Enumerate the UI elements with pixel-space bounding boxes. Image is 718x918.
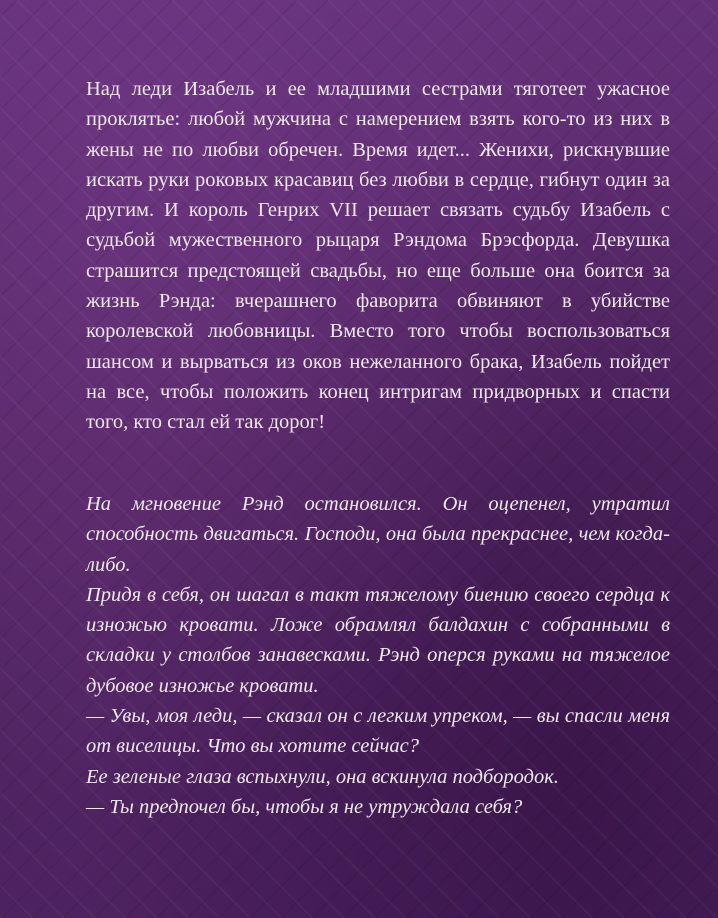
excerpt-paragraph: — Ты предпочел бы, чтобы я не утруждала себя?	[86, 795, 523, 818]
book-excerpt	[86, 489, 670, 822]
excerpt-paragraph: На мгновение Рэнд остановился. Он оцепенел, утратил способность двигаться. Господи, она была прекраснее, чем когда-либо.	[86, 493, 670, 576]
book-synopsis: Над леди Изабель и ее младшими сестрами тяготеет ужасное проклятье: любой мужчина с намерением взять кого-то из них в жены не по любви обречен. Время идет... Женихи, рискнувшие искать руки роковых красавиц без любви в сердце, гибнут один за другим. И король Генрих VII решает связать судьбу Изабель с судьбой мужественного рыцаря Рэндома Брэсфорда. Девушка страшится предстоящей свадьбы, но еще больше она боится за жизнь Рэнда: вчерашнего фаворита обвиняют в убийстве королевской любовницы. Вместо того чтобы воспользоваться шансом и вырваться из оков нежеланного брака, Изабель пойдет на все, чтобы положить конец интригам придворных и спасти того, кто стал ей так дорог!	[86, 78, 670, 434]
excerpt-paragraph: — Увы, моя леди, — сказал он с легким упреком, — вы спасли меня от виселицы. Что вы хотите сейчас?	[86, 705, 670, 758]
excerpt-paragraph: Придя в себя, он шагал в такт тяжелому биению своего сердца к изножью кровати. Ложе обрамлял балдахин с собранными в складки у столбов занавесками. Рэнд оперся руками на тяжелое дубовое изножье кровати.	[86, 583, 670, 697]
excerpt-paragraph: Ее зеленые глаза вспыхнули, она вскинула подбородок.	[86, 765, 559, 788]
